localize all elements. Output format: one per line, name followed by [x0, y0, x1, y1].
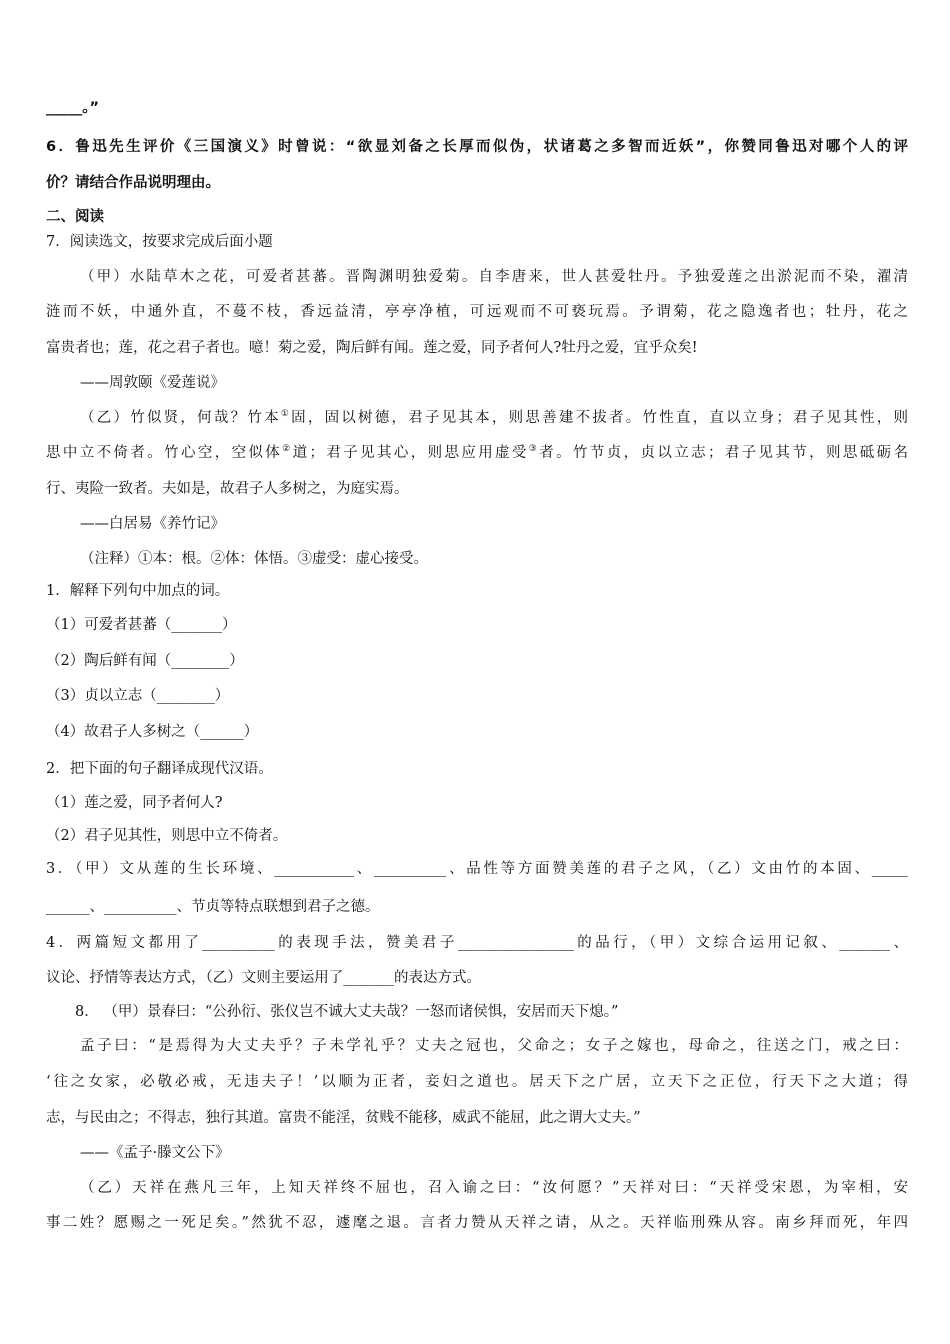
q7-yi-line2-b: 道；君子见其心，则思应用虚受	[292, 445, 529, 461]
q6-line2: 价？请结合作品说明理由。	[46, 175, 220, 191]
q8-jia-intro: 8． （甲）景春曰：“公孙衍、张仪岂不诚大丈夫哉？一怒而诸侯惧，安居而天下熄。”	[75, 1004, 619, 1020]
q7-yi-line3: 行、夷险一致者。夫如是，故君子人多树之，为庭实焉。	[46, 481, 409, 497]
q7-yi-line2-a: 思中立不倚者。竹心空，空似体	[46, 445, 283, 461]
q7-sub4-line1: 4．两篇短文都用了__________的表现手法，赞美君子________________的品行，（甲）文综合运用记叙、_______、	[46, 935, 908, 951]
q8-mengzi-line3: 志，与民由之；不得志，独行其道。富贵不能淫，贫贱不能移，威武不能屈，此之谓大丈夫。”	[46, 1110, 641, 1126]
q7-sub3-line1: 3．（甲）文从莲的生长环境、___________、__________、品性等方面赞美莲的君子之风，（乙）文由竹的本固、_____	[46, 861, 908, 877]
q7-sub3-line2: ______、__________、节贞等特点联想到君子之德。	[46, 899, 380, 915]
q7-intro: 7．阅读选文，按要求完成后面小题	[46, 234, 273, 250]
q7-sub2-title: 2．把下面的句子翻译成现代汉语。	[46, 761, 273, 777]
q6-line1: 6．鲁迅先生评价《三国演义》时曾说：“欲显刘备之长厚而似伪，状诸葛之多智而近妖”，你赞同鲁迅对哪个人的评	[46, 139, 908, 155]
q7-sub1-item3: （3）贞以立志（________）	[46, 688, 230, 704]
q7-yi-line2	[46, 443, 908, 463]
q7-yi-sup2: ②	[282, 444, 293, 455]
q7-sub2-item2: （2）君子见其性，则思中立不倚者。	[46, 828, 288, 844]
section-title-reading: 二、阅读	[46, 209, 104, 225]
q8-mengzi-line2: ‘往之女家，必敬必戒，无违夫子！’以顺为正者，妾妇之道也。居天下之广居，立天下之正位，行天下之大道；得	[46, 1074, 908, 1090]
q7-yi-line2-c: 者。竹节贞，贞以立志；君子见其节，则思砥砺名	[539, 445, 908, 461]
q7-jia-line3: 富贵者也；莲，花之君子者也。噫！菊之爱，陶后鲜有闻。莲之爱，同予者何人?牡丹之爱，宜乎众矣!	[46, 340, 698, 356]
q8-mengzi-line1: 孟子曰：“是焉得为大丈夫乎？子未学礼乎？丈夫之冠也，父命之；女子之嫁也，母命之，往送之门，戒之曰：	[80, 1038, 908, 1054]
q7-yi-line1	[80, 408, 908, 428]
q7-sub4-line2: 议论、抒情等表达方式，（乙）文则主要运用了_______的表达方式。	[46, 970, 481, 986]
q7-yi-sup3: ③	[528, 444, 540, 455]
q7-notes: （注释）①本：根。②体：体悟。③虚受：虚心接受。	[80, 551, 428, 567]
q8-jia-source: ——《孟子·滕文公下》	[80, 1145, 230, 1161]
q7-sub1-title: 1．解释下列句中加点的词。	[46, 583, 230, 599]
q7-jia-source: ——周敦颐《爱莲说》	[80, 375, 225, 391]
q7-sub1-item4: （4）故君子人多树之（______）	[46, 724, 259, 740]
q7-jia-line1: （甲）水陆草木之花，可爱者甚蕃。晋陶渊明独爱菊。自李唐来，世人甚爱牡丹。予独爱莲之出淤泥而不染，濯清	[80, 269, 908, 285]
q7-yi-line1-b: 固，固以树德，君子见其本，则思善建不拔者。竹性直，直以立身；君子见其性，则	[291, 410, 908, 426]
q7-yi-line1-a: （乙）竹似贤，何哉？竹本	[80, 410, 281, 426]
q7-sub2-item1: （1）莲之爱，同予者何人?	[46, 795, 223, 811]
q7-yi-sup1: ①	[280, 409, 292, 420]
q8-yi-line2: 事二姓？愿赐之一死足矣。”然犹不忍，遽麾之退。言者力赞从天祥之请，从之。天祥临刑殊从容。南乡拜而死，年四	[46, 1215, 908, 1231]
q8-yi-line1: （乙）天祥在燕凡三年，上知天祥终不屈也，召入谕之曰：“汝何愿？”天祥对曰：“天祥受宋恩，为宰相，安	[80, 1180, 908, 1196]
q7-sub1-item1: （1）可爱者甚蕃（_______）	[46, 617, 237, 633]
q7-jia-line2: 涟而不妖，中通外直，不蔓不枝，香远益清，亭亭净植，可远观而不可亵玩焉。予谓菊，花之隐逸者也；牡丹，花之	[46, 304, 908, 320]
top-fragment: _____。”	[46, 100, 100, 116]
q7-sub1-item2: （2）陶后鲜有闻（________）	[46, 653, 244, 669]
q7-yi-source: ——白居易《养竹记》	[80, 516, 225, 532]
